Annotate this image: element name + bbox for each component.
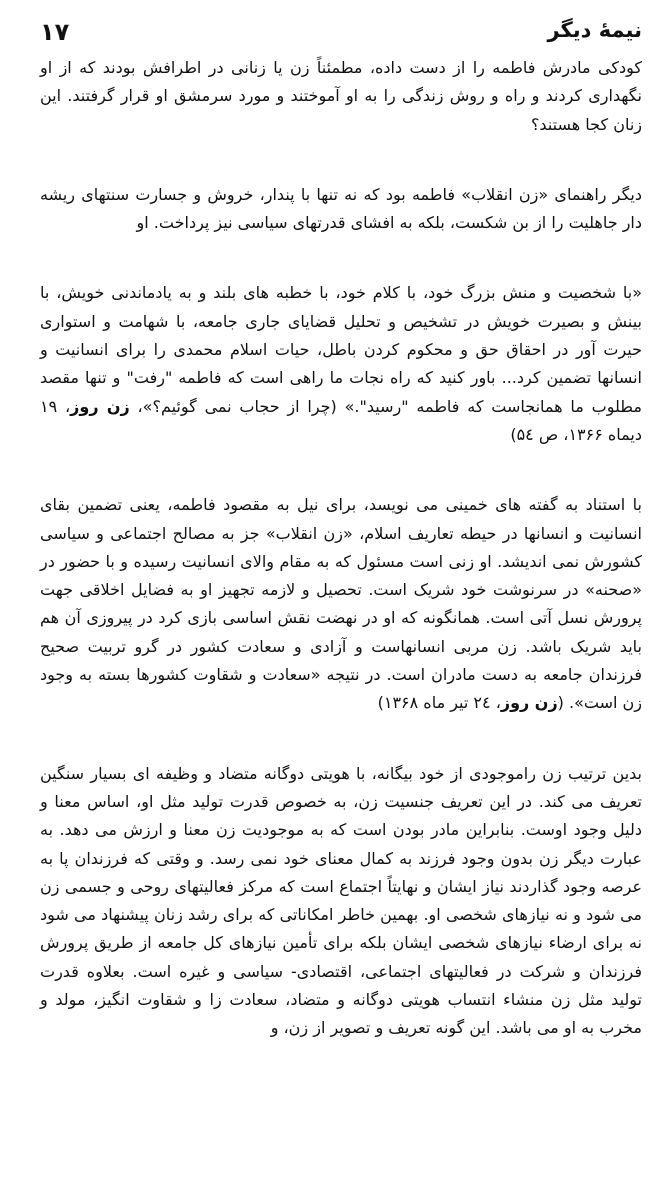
citation-detail: ، ۲٤ تیر ماه ۱۳۶۸) (377, 693, 501, 713)
paragraph-4 (40, 491, 642, 717)
paragraph-text: «با شخصیت و منش بزرگ خود، با کلام خود، با خطبه های بلند و به یادماندنی خویش، با بینش و بصیرت خویش در تشخیص و تحلیل قضایای جاری جامعه، با شهامت و استواری حیرت آور در احقاق حق و محکوم کردن باطل، حیات اسلام محمدی را برای انسانیت و انسانها تضمین کرد... باور کنید که راه نجات ما راهی است که فاطمه "رفت" و تنها مقصد مطلوب ما همانجاست که فاطمه "رسید".» (چرا از حجاب نمی گوئیم؟»، (40, 283, 643, 416)
paragraph-gap (40, 139, 642, 181)
page-header (40, 14, 642, 54)
book-page (40, 14, 642, 1190)
paragraph-text: دیگر راهنمای «زن انقلاب» فاطمه بود که نه تنها با پندار، خروش و جسارت سنتهای ریشه دار جاهلیت را از بن شکست، بلکه به افشای قدرتهای سیاسی نیز پرداخت. او (40, 184, 642, 233)
paragraph-text: کودکی مادرش فاطمه را از دست داده، مطمئناً زن یا زنانی در اطرافش بودند که از او نگهداری کردند و راه و روش زندگی را به او آموختند و مورد سرمشق او قرار گرفتند. این زنان کجا هستند؟ (40, 58, 642, 134)
citation-detail: ، ۱۹ دیماه ۱۳۶۶، ص ۵٤) (40, 396, 642, 444)
source-reference: زن روز (500, 693, 558, 713)
running-title: نیمهٔ دیگر (547, 18, 642, 42)
paragraph-gap (40, 449, 642, 491)
source-reference: زن روز (70, 396, 130, 416)
paragraph-5 (40, 760, 642, 1043)
paragraph-text: با استناد به گفته های خمینی می نویسد، برای نیل به مقصود فاطمه، یعنی تضمین بقای انسانیت و انسانها در حیطه تعاریف اسلام، «زن انقلاب» جز به مصالح اجتماعی و سیاسی کشورش نمی اندیشد. او زنی است مسئول که به مقام والای انسانیت رسیده و با حضور در «صحنه» در سرنوشت خود شریک است. تحصیل و لازمه تجهیز او به فضایل اخلاقی جهت پرورش نسل آتی است. همانگونه که او در نهضت نقش اساسی بازی کرد در پیروزی آن هم باید شریک باشد. زن مربی انسانهاست و آزادی و سعادت کشور در گرو تربیت صحیح فرزندان جامعه به دست مادران است. در نتیجه «سعادت و شقاوت کشورها بسته به وجود زن است». ( (40, 495, 642, 713)
paragraph-1 (40, 54, 642, 139)
quote-paragraph (40, 279, 642, 449)
paragraph-2 (40, 181, 642, 238)
paragraph-text: بدین ترتیب زن راموجودی از خود بیگانه، با هویتی دوگانه متضاد و وظیفه ای بسیار سنگین تعریف می کند. در این تعریف جنسیت زن، به خصوص قدرت تولید مثل او، اساس معنا و دلیل وجود اوست. بنابراین مادر بودن است که به موجودیت زن معنا و ارزش می دهد. به عبارت دیگر زن بدون وجود فرزند به کمال معنای خود نمی رسد. و وقتی که فرزندان پا به عرصه وجود گذاردند نیاز ایشان و نهایتاً اجتماع است که مرکز فعالیتهای روحی و جسمی زن می شود و نه نیازهای شخصی او. بهمین خاطر امکاناتی که برای رشد زنان پیشنهاد می شود نه برای ارضاء نیازهای شخصی ایشان بلکه برای تأمین نیازهای کل جامعه از طریق پرورش فرزندان و شرکت در فعالیتهای اجتماعی، اقتصادی- سیاسی و غیره است. بعلاوه قدرت تولید مثل زن منشاء انتساب هویتی دوگانه و متضاد، سعادت زا و شقاوت انگیز، مولد و مخرب به او می باشد. این گونه تعریف و تصویر از زن، و (40, 763, 642, 1038)
paragraph-gap (40, 718, 642, 760)
paragraph-gap (40, 237, 642, 279)
page-number: ۱۷ (40, 18, 70, 46)
